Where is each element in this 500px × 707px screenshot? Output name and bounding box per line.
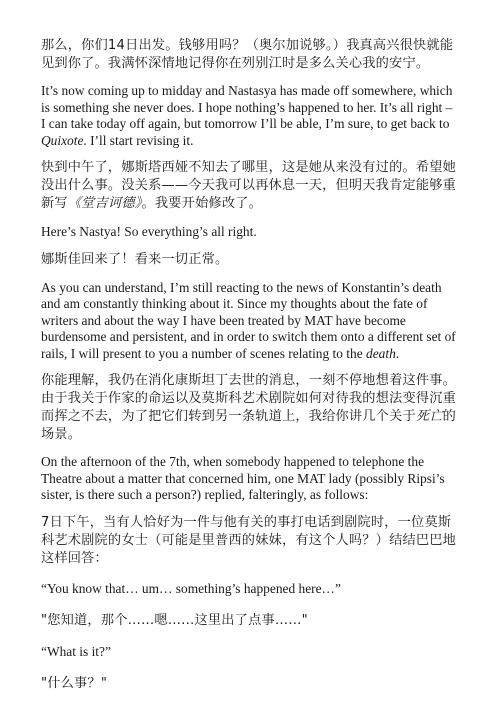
italic-word-death: death — [366, 345, 396, 361]
italic-title-quixote: Quixote — [41, 132, 84, 148]
paragraph-english-4: On the afternoon of the 7th, when somebody happened to telephone the Theatre about a matter that concerned him, one MAT lady (possibly Ripsi’s sister, is there such a person?) replied, falteringly, as follows: — [41, 454, 445, 502]
paragraph-chinese-4 — [41, 372, 459, 444]
text-run: 。我要开始修改了。 — [141, 196, 263, 211]
dialogue-line-chinese-1: "您知道，那个……嗯……这里出了点事……" — [41, 613, 308, 628]
text-run: As you can understand, I’m still reacting to the news of Konstantin’s death and am constantly thinking about it. Since my thoughts about the fate of writers and about the way I have been treated by MAT have become burdensome and persistent, and in order to switch them onto a different set of rails, I will present to you a number of scenes relating to the — [41, 279, 456, 361]
paragraph-english-2: Here’s Nastya! So everything’s all right. — [41, 224, 257, 239]
paragraph-chinese-3: 娜斯佳回来了！看来一切正常。 — [41, 251, 229, 267]
italic-title-quixote-zh: 《堂吉诃德》 — [67, 196, 142, 211]
text-run: . I’ll start revising it. — [83, 132, 194, 148]
paragraph-chinese-5: 7日下午，当有人恰好为一件与他有关的事打电话到剧院时，一位莫斯科艺术剧院的女士（可能是里普西的妹妹，有这个人吗？）结结巴巴地这样回答： — [41, 514, 457, 566]
text-run: 的场景。 — [41, 409, 457, 442]
text-run: 你能理解，我仍在消化康斯坦丁去世的消息，一刻不停地想着这件事。由于我关于作家的命运以及莫斯科艺术剧院如何对待我的想法变得沉重而挥之不去，为了把它们转到另一条轨道上，我给你讲几个关于 — [41, 373, 457, 424]
text-run: It’s now coming up to midday and Nastasya has made off somewhere, which is something she never does. I hope nothing’s happened to her. It’s all right – I can take today off again, but tomorrow I’ll be able, I’m sure, to get back to — [41, 83, 453, 131]
text-run: . — [395, 345, 400, 361]
dialogue-line-english-1: “You know that… um… something’s happened here…” — [41, 580, 341, 596]
paragraph-chinese-2 — [41, 159, 459, 213]
paragraph-chinese-1: 那么，你们14日出发。钱够用吗？（奥尔加说够。）我真高兴很快就能见到你了。我满怀深情地记得你在列别江时是多么关心我的安宁。 — [41, 38, 454, 71]
dialogue-line-english-2: “What is it?” — [41, 644, 111, 659]
paragraph-english-3 — [41, 280, 459, 363]
paragraph-english-1 — [41, 83, 459, 149]
text-run: 快到中午了，娜斯塔西娅不知去了哪里，这是她从来没有过的。希望她没出什么事。没关系——今天我可以再休息一天，但明天我肯定能够重新写 — [41, 160, 457, 211]
dialogue-line-chinese-2: "什么事？" — [41, 675, 108, 691]
italic-word-death-zh: 死亡 — [415, 409, 443, 424]
